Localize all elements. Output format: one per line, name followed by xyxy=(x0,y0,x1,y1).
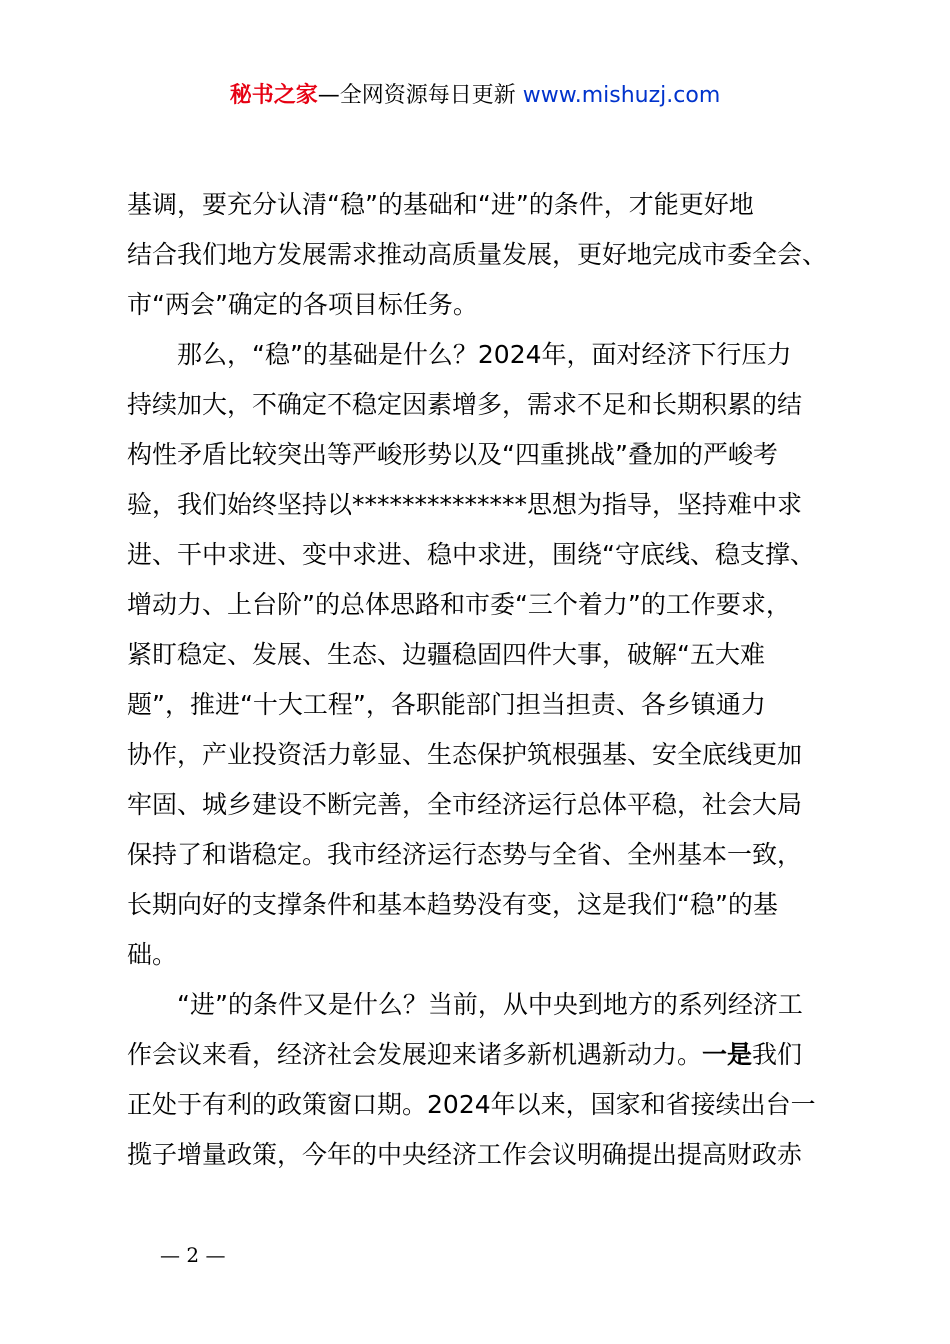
text-line: 础。 xyxy=(127,940,178,969)
text-line: 基调，要充分认清“稳”的基础和“进”的条件，才能更好地 xyxy=(127,190,754,219)
text-line: 构性矛盾比较突出等严峻形势以及“四重挑战”叠加的严峻考 xyxy=(127,440,778,469)
text-line: 协作，产业投资活力彰显、生态保护筑根强基、安全底线更加 xyxy=(127,740,803,769)
text-line: 正处于有利的政策窗口期。2024年以来，国家和省接续出台一 xyxy=(127,1090,816,1119)
text-segment: 作会议来看，经济社会发展迎来诸多新机遇新动力。 xyxy=(127,1040,703,1069)
text-line: 结合我们地方发展需求推动高质量发展，更好地完成市委全会、 xyxy=(127,240,828,269)
bold-enumerator: 一是 xyxy=(702,1040,753,1069)
text-line: 持续加大，不确定不稳定因素增多，需求不足和长期积累的结 xyxy=(127,390,803,419)
header-tagline: —全网资源每日更新 xyxy=(317,83,523,108)
text-line: 市“两会”确定的各项目标任务。 xyxy=(127,290,478,319)
text-line: 那么，“稳”的基础是什么？2024年，面对经济下行压力 xyxy=(177,340,792,369)
text-segment: 我们 xyxy=(752,1040,803,1069)
text-line: 紧盯稳定、发展、生态、边疆稳固四件大事，破解“五大难 xyxy=(127,640,765,669)
page-number: — 2 — xyxy=(160,1243,226,1267)
text-line xyxy=(127,1030,833,1080)
text-line: 进、干中求进、变中求进、稳中求进，围绕“守底线、稳支撑、 xyxy=(127,540,815,569)
text-line: 题”，推进“十大工程”，各职能部门担当担责、各乡镇通力 xyxy=(127,690,766,719)
text-line: 揽子增量政策，今年的中央经济工作会议明确提出提高财政赤 xyxy=(127,1140,803,1169)
brand-name: 秘书之家 xyxy=(229,83,318,108)
text-line: 长期向好的支撑条件和基本趋势没有变，这是我们“稳”的基 xyxy=(127,890,778,919)
text-line: 增动力、上台阶”的总体思路和市委“三个着力”的工作要求， xyxy=(127,590,791,619)
text-line: “进”的条件又是什么？当前，从中央到地方的系列经济工 xyxy=(177,990,803,1019)
text-line: 牢固、城乡建设不断完善，全市经济运行总体平稳，社会大局 xyxy=(127,790,803,819)
document-body xyxy=(127,180,833,1180)
text-line: 验，我们始终坚持以**************思想为指导，坚持难中求 xyxy=(127,490,803,519)
site-header xyxy=(0,80,950,112)
text-line: 保持了和谐稳定。我市经济运行态势与全省、全州基本一致， xyxy=(127,840,803,869)
site-url-link[interactable]: www.mishuzj.com xyxy=(522,83,721,108)
